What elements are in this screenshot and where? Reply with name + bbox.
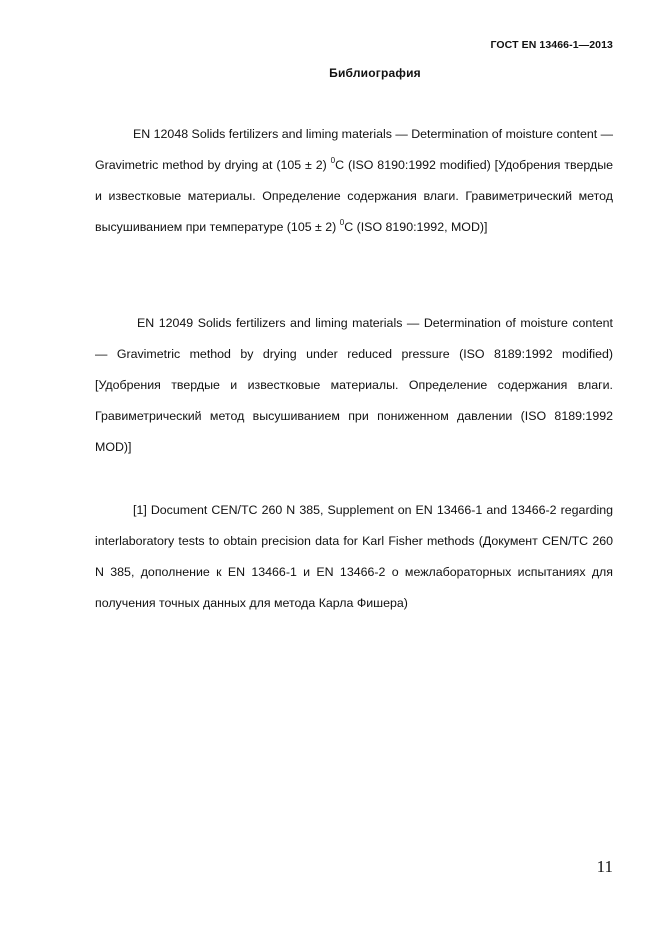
document-code: ГОСТ EN 13466-1—2013 xyxy=(490,39,613,51)
entry-text-part: EN 12048 Solids fertilizers and liming materials — Determination of moisture content — Gravimetric method by drying at (105 ± 2) xyxy=(95,127,613,172)
bibliography-title: Библиография xyxy=(329,66,421,80)
page-number: 11 xyxy=(596,857,613,876)
degree-superscript: 0 xyxy=(339,218,345,227)
bibliography-entry-cen-tc-260: [1] Document CEN/TC 260 N 385, Supplement on EN 13466-1 and 13466-2 regarding interlaboratory tests to obtain precision data for Karl Fisher methods (Документ CEN/TC 260 N 385, дополнение к EN 13466-1 и EN 13466-2 о межлабораторных испытаниях для получения точных данных для метода Карла Фишера) xyxy=(95,503,613,610)
entry-text-part: С (ISO 8190:1992, MOD)] xyxy=(344,220,488,234)
bibliography-entry-en-12049: EN 12049 Solids fertilizers and liming materials — Determination of moisture content — Gravimetric method by drying under reduced pressure (ISO 8189:1992 modified) [Удобрения твердые и известковые материалы. Определение содержания влаги. Гравиметрический метод высушиванием при пониженном давлении (ISO 8189:1992 MOD)] xyxy=(95,316,613,454)
degree-superscript: 0 xyxy=(330,156,336,165)
bibliography-entry-en-12048 xyxy=(95,119,613,243)
entry-text-part: С (ISO 8190:1992 modified) [Удобрения твердые и известковые материалы. Определение содержания влаги. Гравиметрический метод высушиванием при температуре (105 ± 2) xyxy=(95,158,613,234)
